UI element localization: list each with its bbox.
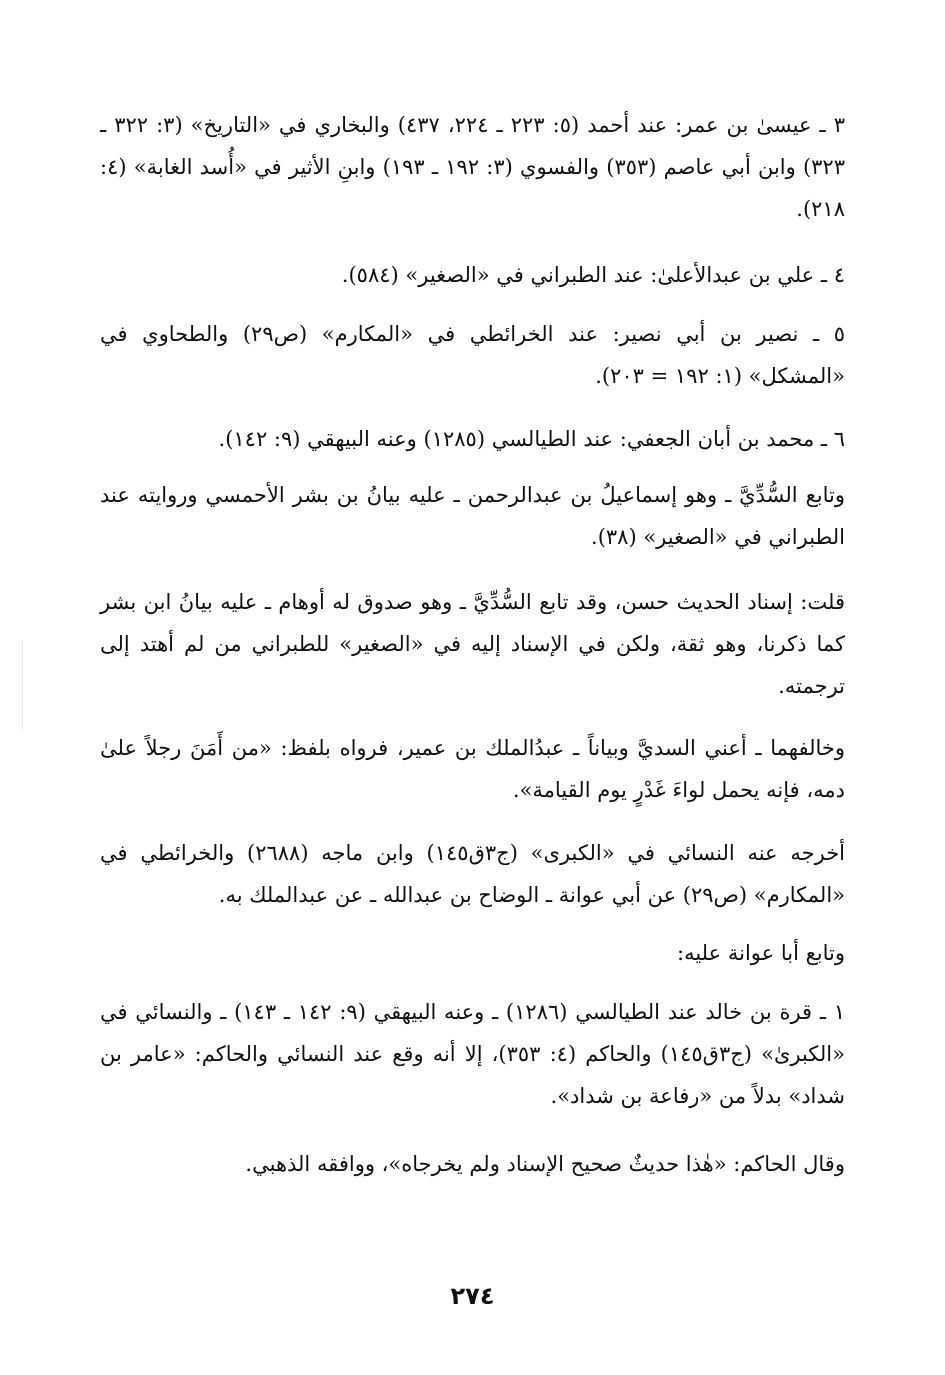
scan-margin-line: [22, 640, 23, 730]
paragraph-extraction: أخرجه عنه النسائي في «الكبرى» (ج٣ق١٤٥) وابن ماجه (٢٦٨٨) والخرائطي في «المكارم» (ص٢٩) عن أبي عوانة ـ الوضاح بن عبدالله ـ عن عبدالملك به.: [100, 841, 846, 907]
paragraph-narrator-5: ٥ ـ نصير بن أبي نصير: عند الخرائطي في «المكارم» (ص٢٩) والطحاوي في «المشكل» (١: ١٩٢ = ٢٠٣).: [100, 322, 845, 388]
paragraph-narrator-4: ٤ ـ علي بن عبدالأعلىٰ: عند الطبراني في «الصغير» (٥٨٤).: [341, 263, 845, 287]
paragraph-author-note: قلت: إسناد الحديث حسن، وقد تابع السُّدِّيَّ ـ وهو صدوق له أوهام ـ عليه بيانُ ابن بشر كما ذكرنا، وهو ثقة، ولكن في الإسناد إليه في «الصغير» للطبراني من لم أهتد إلى ترجمته.: [100, 590, 845, 698]
paragraph-narrator-3: ٣ ـ عيسىٰ بن عمر: عند أحمد (٥: ٢٢٣ ـ ٢٢٤، ٤٣٧) والبخاري في «التاريخ» (٣: ٣٢٢ ـ ٣٢٣) وابن أبي عاصم (٣٥٣) والفسوي (٣: ١٩٢ ـ ١٩٣) وابنِ الأثير في «أُسد الغابة» (٤: ٢١٨).: [100, 113, 846, 221]
paragraph-followup-heading: وتابع أبا عوانة عليه:: [677, 941, 845, 965]
paragraph-contradiction: وخالفهما ـ أعني السديَّ وبياناً ـ عبدُالملك بن عمير، فرواه بلفظ: «من أَمَنَ رجلاً علىٰ دمه، فإنه يحمل لواءَ غَدْرٍ يوم القيامة».: [100, 736, 845, 802]
page-number: ٢٧٤: [450, 1282, 495, 1310]
paragraph-corroboration: وتابع السُّدِّيَّ ـ وهو إسماعيلُ بن عبدالرحمن ـ عليه بيانُ بن بشر الأحمسي وروايته عند الطبراني في «الصغير» (٣٨).: [100, 483, 845, 549]
paragraph-hakim-verdict: وقال الحاكم: «هٰذا حديثٌ صحيح الإسناد ولم يخرجاه»، ووافقه الذهبي.: [245, 1152, 845, 1176]
paragraph-narrator-6: ٦ ـ محمد بن أبان الجعفي: عند الطيالسي (١٢٨٥) وعنه البيهقي (٩: ١٤٢).: [218, 427, 845, 451]
paragraph-narrator-1: ١ ـ قرة بن خالد عند الطيالسي (١٢٨٦) ـ وعنه البيهقي (٩: ١٤٢ ـ ١٤٣) ـ والنسائي في «الكبرىٰ» (ج٣ق١٤٥) والحاكم (٤: ٣٥٣)، إلا أنه وقع عند النسائي والحاكم: «عامر بن شداد» بدلاً من «رفاعة بن شداد».: [100, 1000, 845, 1108]
